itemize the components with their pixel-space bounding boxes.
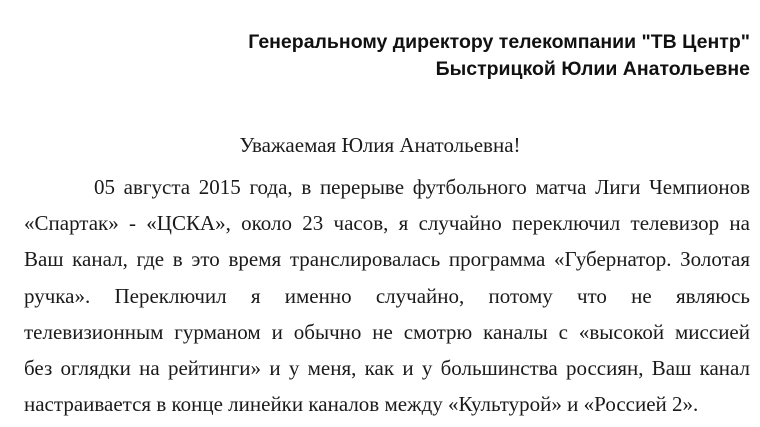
body-line: настраивается в конце линейки каналов между «Культурой» и «Россией 2». — [24, 392, 699, 417]
addressee-block — [248, 29, 750, 83]
body-line: Ваш канал, где в это время транслировалась программа «Губернатор. Золотая — [24, 247, 750, 272]
body-line: «Спартак» - «ЦСКА», около 23 часов, я случайно переключил телевизор на — [24, 211, 750, 236]
body-line: без оглядки на рейтинги» и у меня, как и у большинства россиян, Ваш канал — [24, 355, 750, 380]
salutation: Уважаемая Юлия Анатольевна! — [239, 133, 521, 157]
addressee-line-name: Быстрицкой Юлии Анатольевне — [435, 58, 750, 80]
addressee-line-position: Генеральному директору телекомпании "ТВ Центр" — [248, 31, 750, 53]
letter-body — [24, 174, 750, 427]
body-line: телевизионным гурманом и обычно не смотрю каналы с «высокой миссией — [24, 319, 750, 344]
body-line: ручка». Переключил я именно случайно, потому что не являюсь — [24, 283, 750, 308]
body-line: 05 августа 2015 года, в перерыве футбольного матча Лиги Чемпионов — [94, 175, 750, 199]
